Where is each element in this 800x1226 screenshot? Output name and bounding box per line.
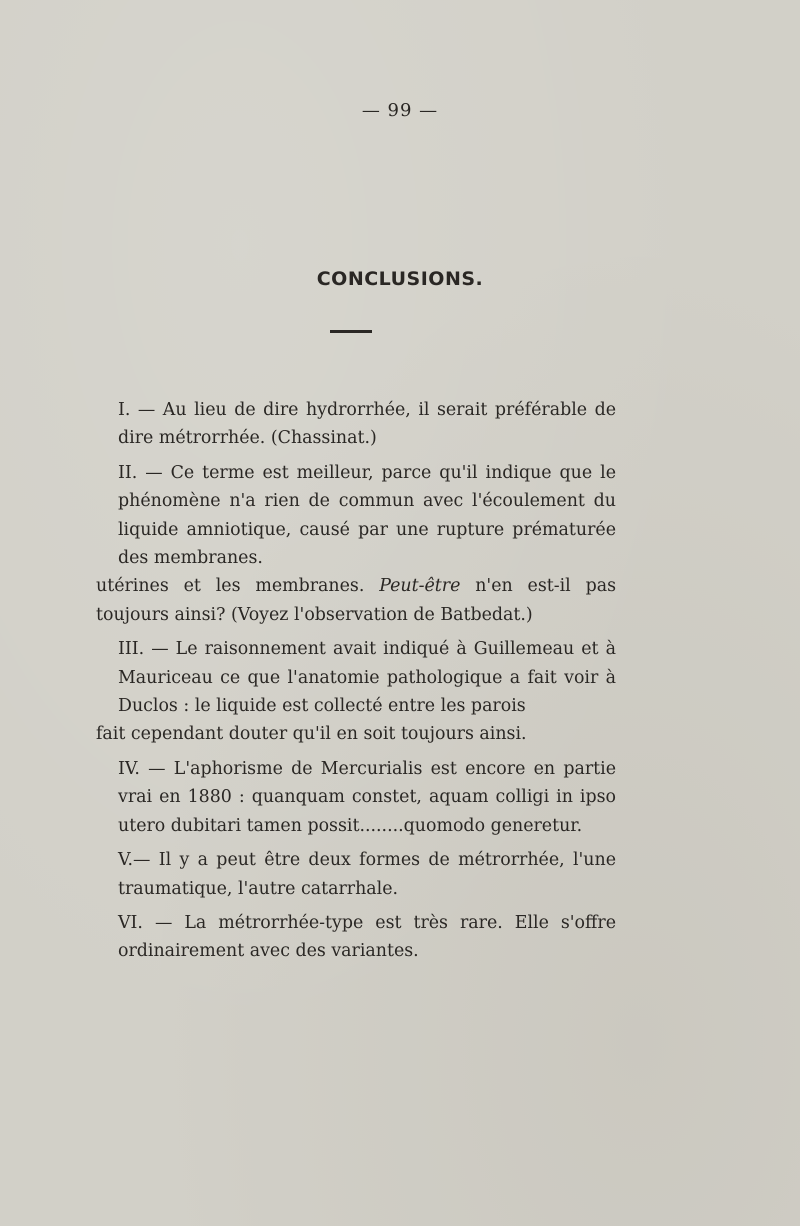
body-text	[96, 396, 616, 972]
heading-rule	[330, 330, 372, 333]
paragraph-2: II. — Ce terme est meilleur, parce qu'il indique que le phénomène n'a rien de commun avec l'écoulement du liquide amniotique, causé par une rupture prématurée des membranes.	[118, 462, 616, 569]
paragraph-5: fait cependant douter qu'il en soit toujours ainsi.	[96, 724, 527, 745]
paragraph-3	[96, 572, 616, 629]
page-number: — 99 —	[361, 100, 439, 121]
paragraph-8: VI. — La métrorrhée-type est très rare. Elle s'offre ordinairement avec des variantes.	[118, 912, 616, 962]
paragraph-3-italic: Peut-être	[379, 576, 461, 597]
paragraph-7: V.— Il y a peut être deux formes de métrorrhée, l'une traumatique, l'autre catarrhale.	[118, 850, 616, 899]
paragraph-3-end: n'en est-il pas toujours ainsi? (Voyez l'observation de Batbedat.)	[96, 576, 617, 625]
section-heading: CONCLUSIONS.	[316, 268, 484, 290]
paragraph-4: III. — Le raisonnement avait indiqué à Guillemeau et à Mauriceau ce que l'anatomie pathologique a fait voir à Duclos : le liquide est collecté entre les parois	[118, 639, 616, 717]
paragraph-3-start: utérines et les membranes.	[96, 576, 365, 597]
paragraph-1: I. — Au lieu de dire hydrorrhée, il serait préférable de dire métrorrhée. (Chassinat.)	[118, 400, 616, 449]
paragraph-6: IV. — L'aphorisme de Mercurialis est encore en partie vrai en 1880 : quanquam constet, aquam colligi in ipso utero dubitari tamen possit........quomodo generetur.	[118, 758, 616, 836]
